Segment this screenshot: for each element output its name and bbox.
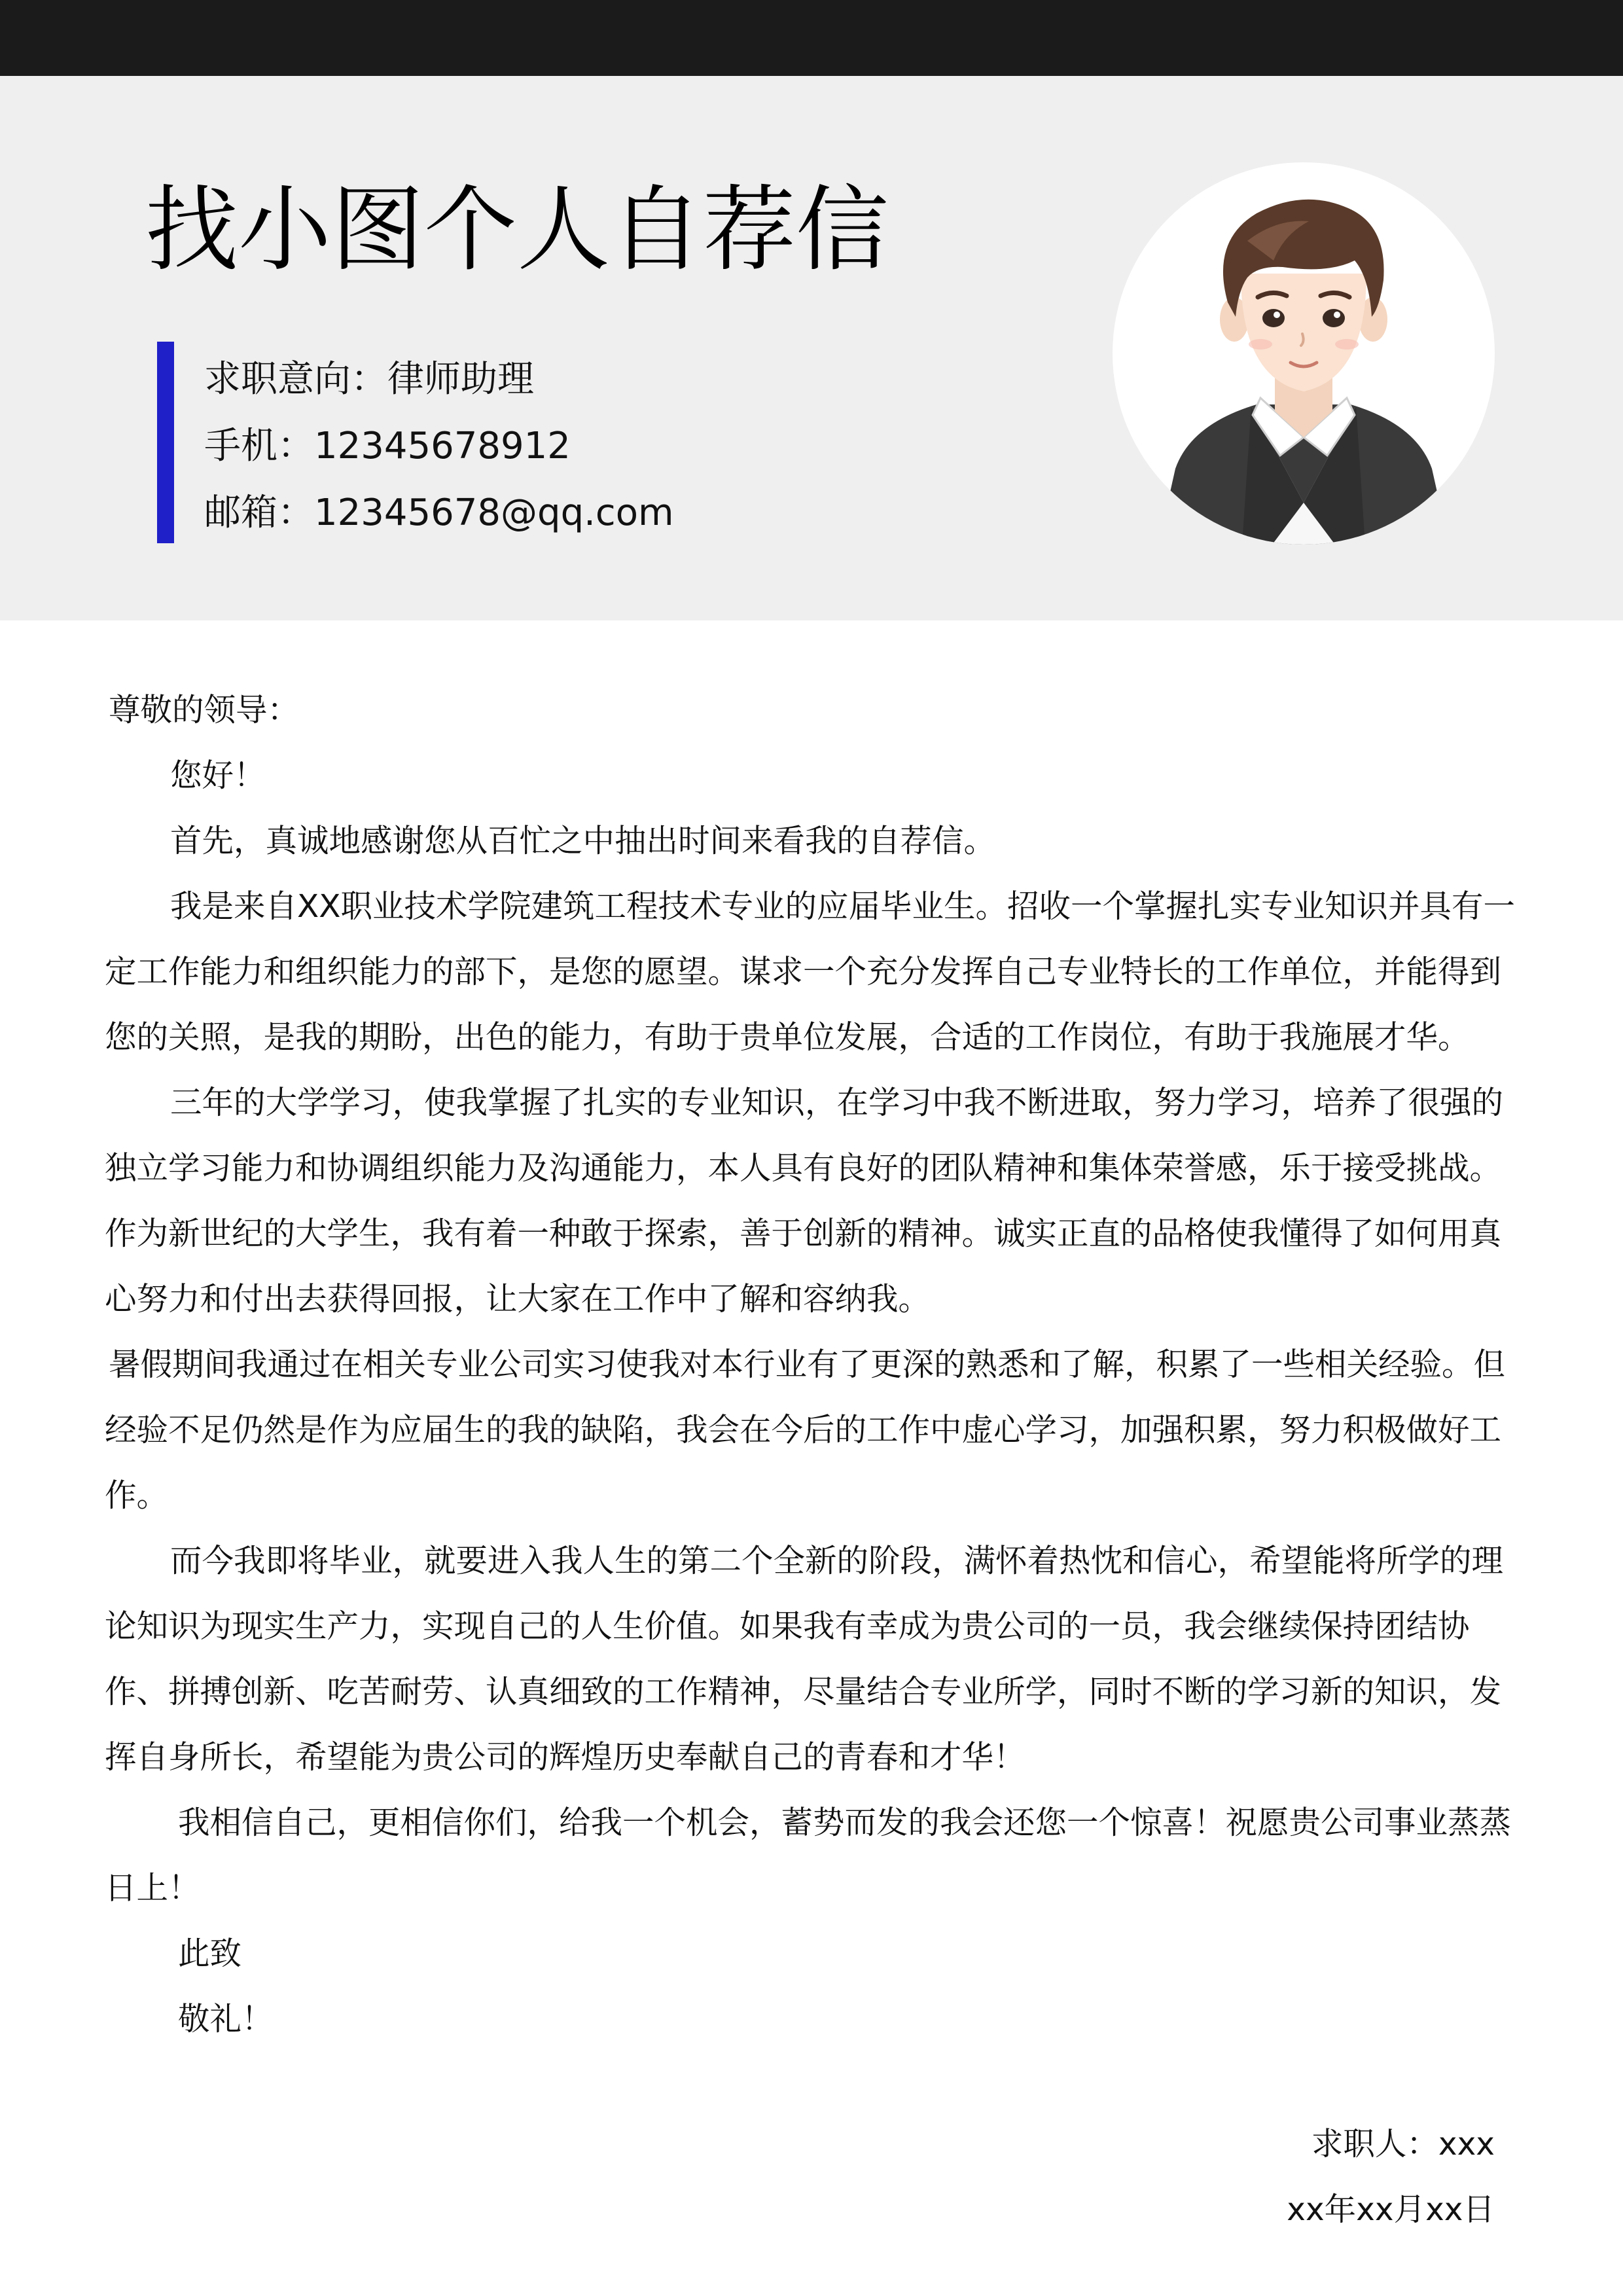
salutation: 尊敬的领导： — [109, 692, 300, 728]
paragraph: 我相信自己，更相信你们，给我一个机会，蓄势而发的我会还您一个惊喜！祝愿贵公司事业蒸蒸日上！ — [105, 1804, 1512, 1907]
paragraph: 而今我即将毕业，就要进入我人生的第二个全新的阶段，满怀着热忱和信心，希望能将所学的理论知识为现实生产力，实现自己的人生价值。如果我有幸成为贵公司的一员，我会继续保持团结协作、拼搏创新、吃苦耐劳、认真细致的工作精神，尽量结合专业所学，同时不断的学习新的知识，发挥自身所长，希望能为贵公司的辉煌历史奉献自己的青春和才华！ — [105, 1543, 1504, 1776]
paragraph: 三年的大学学习，使我掌握了扎实的专业知识，在学习中我不断进取，努力学习，培养了很强的独立学习能力和协调组织能力及沟通能力，本人具有良好的团队精神和集体荣誉感，乐于接受挑战。作为新世纪的大学生，我有着一种敢于探索，善于创新的精神。诚实正直的品格使我懂得了如何用真心努力和付出去获得回报，让大家在工作中了解和容纳我。 — [105, 1085, 1504, 1318]
paragraph: 首先，真诚地感谢您从百忙之中抽出时间来看我的自荐信。 — [170, 823, 996, 859]
letter-body — [105, 677, 1518, 2052]
email-address: 邮箱：12345678@qq.com — [204, 492, 674, 534]
avatar-illustration — [1113, 162, 1495, 545]
greeting: 您好！ — [170, 757, 266, 794]
accent-bar — [157, 342, 174, 543]
top-bar — [0, 0, 1623, 76]
closing-line: 敬礼！ — [178, 2001, 274, 2037]
closing-line: 此致 — [178, 1935, 242, 1972]
signer: 求职人：xxx — [1311, 2126, 1495, 2162]
letter-date: xx年xx月xx日 — [1287, 2191, 1495, 2228]
paragraph: 我是来自XX职业技术学院建筑工程技术专业的应届毕业生。招收一个掌握扎实专业知识并具有一定工作能力和组织能力的部下，是您的愿望。谋求一个充分发挥自己专业特长的工作单位，并能得到您的关照，是我的期盼，出色的能力，有助于贵单位发展，合适的工作岗位，有助于我施展才华。 — [105, 888, 1515, 1056]
phone-number: 手机：12345678912 — [204, 425, 571, 467]
page-title: 找小图个人自荐信 — [145, 176, 889, 284]
paragraph: 暑假期间我通过在相关专业公司实习使我对本行业有了更深的熟悉和了解，积累了一些相关经验。但经验不足仍然是作为应届生的我的缺陷，我会在今后的工作中虚心学习，加强积累，努力积极做好工作。 — [105, 1346, 1506, 1514]
job-intention: 求职意向：律师助理 — [204, 358, 534, 401]
avatar — [1113, 162, 1495, 545]
